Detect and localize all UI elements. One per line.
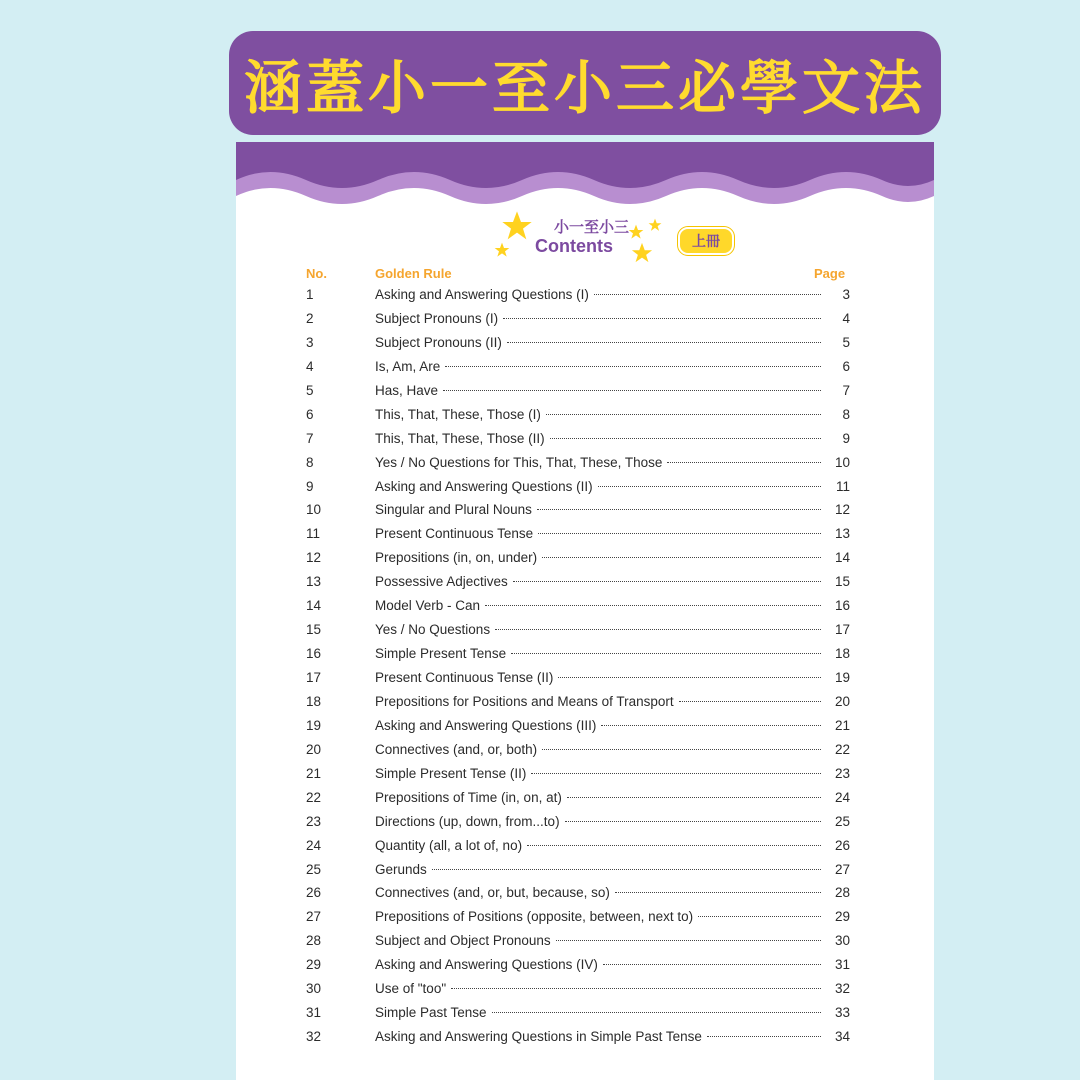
toc-page-number: 18 [834, 646, 850, 662]
dot-leader [594, 294, 821, 295]
toc-page-number: 15 [834, 574, 850, 590]
toc-page-number: 34 [834, 1029, 850, 1045]
toc-number: 2 [306, 310, 314, 326]
toc-page-number: 17 [834, 622, 850, 638]
toc-number: 29 [306, 957, 322, 973]
toc-number: 18 [306, 693, 322, 709]
toc-title: Connectives (and, or, but, because, so) [375, 885, 610, 901]
toc-row [236, 453, 934, 477]
volume-badge: 上冊 [678, 227, 734, 255]
toc-line [375, 646, 826, 661]
toc-line [375, 407, 826, 422]
toc-row [236, 572, 934, 596]
column-header-page: Page [814, 266, 846, 281]
dot-leader [531, 773, 821, 774]
toc-page-number: 22 [834, 741, 850, 757]
star-icon [501, 210, 533, 242]
dot-leader [707, 1036, 821, 1037]
toc-number: 13 [306, 574, 322, 590]
toc-title: Simple Present Tense [375, 646, 507, 662]
dot-leader [542, 749, 821, 750]
toc-line [375, 622, 826, 637]
dot-leader [615, 892, 821, 893]
dot-leader [503, 318, 821, 319]
toc-number: 23 [306, 813, 322, 829]
toc-line [375, 814, 826, 829]
toc-line [375, 862, 826, 877]
toc-page-number: 29 [834, 909, 850, 925]
dot-leader [492, 1012, 821, 1013]
toc-page-number: 3 [842, 287, 850, 302]
toc-page-number: 28 [834, 885, 850, 901]
dot-leader [558, 677, 821, 678]
toc-row [236, 548, 934, 572]
toc-page-number: 11 [835, 478, 850, 494]
toc-row [236, 860, 934, 884]
toc-row [236, 644, 934, 668]
toc-row [236, 764, 934, 788]
toc-line [375, 838, 826, 853]
toc-number: 15 [306, 622, 322, 638]
toc-row [236, 381, 934, 405]
toc-page-number: 27 [834, 861, 850, 877]
toc-page-number: 16 [834, 598, 850, 614]
dot-leader [679, 701, 821, 702]
toc-row [236, 812, 934, 836]
toc-number: 16 [306, 646, 322, 662]
toc-number: 9 [306, 478, 314, 494]
toc-title: Asking and Answering Questions (II) [375, 478, 593, 494]
toc-title: Subject and Object Pronouns [375, 933, 551, 949]
toc-list [236, 285, 934, 1051]
heading-subtitle: 小一至小三 [554, 218, 630, 236]
toc-number: 20 [306, 741, 322, 757]
toc-title: Asking and Answering Questions (I) [375, 287, 589, 302]
toc-title: Prepositions for Positions and Means of Transport [375, 693, 674, 709]
toc-title: Prepositions of Positions (opposite, between, next to) [375, 909, 694, 925]
toc-number: 7 [306, 430, 314, 446]
dot-leader [432, 869, 821, 870]
toc-title: Asking and Answering Questions in Simple Past Tense [375, 1029, 702, 1045]
toc-row [236, 979, 934, 1003]
toc-number: 30 [306, 981, 322, 997]
dot-leader [603, 964, 821, 965]
toc-line [375, 933, 826, 948]
toc-line [375, 718, 826, 733]
toc-row [236, 907, 934, 931]
toc-title: Simple Past Tense [375, 1005, 487, 1021]
toc-line [375, 670, 826, 685]
dot-leader [698, 916, 821, 917]
toc-row [236, 931, 934, 955]
toc-row [236, 668, 934, 692]
toc-line [375, 383, 826, 398]
dot-leader [507, 342, 821, 343]
dot-leader [513, 581, 821, 582]
dot-leader [538, 533, 821, 534]
toc-row [236, 357, 934, 381]
dot-leader [451, 988, 821, 989]
toc-page-number: 4 [842, 310, 850, 326]
toc-number: 22 [306, 789, 322, 805]
toc-line [375, 1005, 826, 1020]
toc-row [236, 716, 934, 740]
toc-line [375, 885, 826, 900]
star-icon [628, 224, 644, 240]
toc-number: 28 [306, 933, 322, 949]
toc-number: 6 [306, 406, 314, 422]
toc-number: 27 [306, 909, 322, 925]
toc-row [236, 883, 934, 907]
toc-number: 32 [306, 1029, 322, 1045]
star-icon [494, 242, 510, 258]
toc-title: Model Verb - Can [375, 598, 481, 614]
toc-page-number: 26 [834, 837, 850, 853]
star-icon [631, 242, 653, 264]
toc-page-number: 8 [842, 406, 850, 422]
toc-number: 8 [306, 454, 314, 470]
toc-line [375, 502, 826, 517]
toc-number: 12 [306, 550, 322, 566]
toc-page-number: 5 [842, 334, 850, 350]
toc-row [236, 692, 934, 716]
toc-title: Present Continuous Tense (II) [375, 670, 554, 685]
toc-line [375, 694, 826, 709]
toc-title: Prepositions (in, on, under) [375, 550, 538, 566]
toc-number: 5 [306, 382, 314, 398]
dot-leader [495, 629, 821, 630]
toc-title: Present Continuous Tense [375, 526, 534, 542]
toc-line [375, 359, 826, 374]
banner-title: 涵蓋小一至小三必學文法 [243, 54, 926, 122]
toc-page-number: 24 [834, 789, 850, 805]
toc-line [375, 1029, 826, 1044]
toc-row [236, 477, 934, 501]
toc-line [375, 550, 826, 565]
toc-title: Use of "too" [375, 981, 447, 997]
toc-page-number: 6 [842, 358, 850, 374]
toc-page-number: 23 [834, 765, 850, 781]
toc-title: Gerunds [375, 861, 427, 877]
toc-row [236, 405, 934, 429]
toc-title: This, That, These, Those (II) [375, 430, 545, 446]
toc-page-number: 10 [834, 454, 850, 470]
toc-line [375, 981, 826, 996]
toc-row [236, 309, 934, 333]
toc-row [236, 500, 934, 524]
dot-leader [485, 605, 821, 606]
toc-title: Asking and Answering Questions (III) [375, 717, 597, 733]
toc-number: 31 [306, 1005, 322, 1021]
toc-page-number: 14 [834, 550, 850, 566]
toc-row [236, 333, 934, 357]
toc-title: Directions (up, down, from...to) [375, 813, 560, 829]
dot-leader [598, 486, 821, 487]
toc-row [236, 740, 934, 764]
dot-leader [527, 845, 821, 846]
dot-leader [567, 797, 821, 798]
toc-row [236, 285, 934, 309]
toc-page-number: 21 [834, 717, 850, 733]
toc-page-number: 25 [834, 813, 850, 829]
toc-title: Singular and Plural Nouns [375, 502, 532, 518]
toc-row [236, 788, 934, 812]
toc-line [375, 957, 826, 972]
dot-leader [565, 821, 821, 822]
toc-page-number: 33 [834, 1005, 850, 1021]
contents-page [236, 142, 934, 1080]
toc-number: 25 [306, 861, 322, 877]
contents-heading [236, 142, 934, 262]
toc-number: 14 [306, 598, 322, 614]
star-icon [648, 218, 662, 232]
column-header-no: No. [306, 266, 327, 281]
toc-row [236, 596, 934, 620]
toc-row [236, 620, 934, 644]
toc-title: Yes / No Questions [375, 622, 491, 638]
toc-row [236, 429, 934, 453]
toc-line [375, 742, 826, 757]
title-banner [229, 31, 941, 135]
toc-title: Is, Am, Are [375, 358, 441, 374]
toc-page-number: 9 [842, 430, 850, 446]
toc-row [236, 524, 934, 548]
toc-title: Yes / No Questions for This, That, These, Those [375, 454, 663, 470]
toc-number: 21 [306, 765, 322, 781]
toc-number: 26 [306, 885, 322, 901]
toc-row [236, 1003, 934, 1027]
toc-page-number: 30 [834, 933, 850, 949]
toc-page-number: 31 [834, 957, 850, 973]
toc-page-number: 20 [834, 693, 850, 709]
toc-title: Has, Have [375, 382, 439, 398]
toc-title: Asking and Answering Questions (IV) [375, 957, 598, 973]
dot-leader [556, 940, 821, 941]
toc-number: 4 [306, 358, 314, 374]
toc-line [375, 598, 826, 613]
toc-number: 3 [306, 334, 314, 350]
toc-title: Subject Pronouns (II) [375, 334, 502, 350]
toc-title: Subject Pronouns (I) [375, 310, 499, 326]
toc-title: Quantity (all, a lot of, no) [375, 837, 523, 853]
toc-line [375, 574, 826, 589]
toc-title: Connectives (and, or, both) [375, 741, 538, 757]
toc-page-number: 13 [834, 526, 850, 542]
toc-title: Possessive Adjectives [375, 574, 508, 590]
toc-line [375, 455, 826, 470]
toc-number: 19 [306, 717, 322, 733]
dot-leader [546, 414, 821, 415]
toc-title: This, That, These, Those (I) [375, 406, 541, 422]
dot-leader [537, 509, 821, 510]
toc-number: 10 [306, 502, 322, 518]
toc-title: Simple Present Tense (II) [375, 765, 527, 781]
toc-number: 24 [306, 837, 322, 853]
dot-leader [443, 390, 821, 391]
toc-page-number: 12 [834, 502, 850, 518]
dot-leader [445, 366, 821, 367]
toc-line [375, 311, 826, 326]
toc-page-number: 19 [834, 670, 850, 685]
dot-leader [542, 557, 821, 558]
toc-line [375, 909, 826, 924]
toc-line [375, 479, 826, 494]
dot-leader [511, 653, 821, 654]
dot-leader [550, 438, 821, 439]
toc-number: 1 [306, 287, 314, 302]
toc-line [375, 790, 826, 805]
toc-page-number: 7 [842, 382, 850, 398]
toc-row [236, 836, 934, 860]
toc-line [375, 335, 826, 350]
toc-title: Prepositions of Time (in, on, at) [375, 789, 562, 805]
toc-line [375, 526, 826, 541]
toc-line [375, 431, 826, 446]
dot-leader [601, 725, 821, 726]
toc-page-number: 32 [834, 981, 850, 997]
toc-number: 11 [306, 526, 321, 542]
dot-leader [667, 462, 821, 463]
toc-number: 17 [306, 670, 322, 685]
page-title: Contents [535, 236, 613, 256]
toc-line [375, 766, 826, 781]
toc-line [375, 287, 826, 302]
toc-row [236, 955, 934, 979]
toc-row [236, 1027, 934, 1051]
column-header-rule: Golden Rule [375, 266, 452, 281]
